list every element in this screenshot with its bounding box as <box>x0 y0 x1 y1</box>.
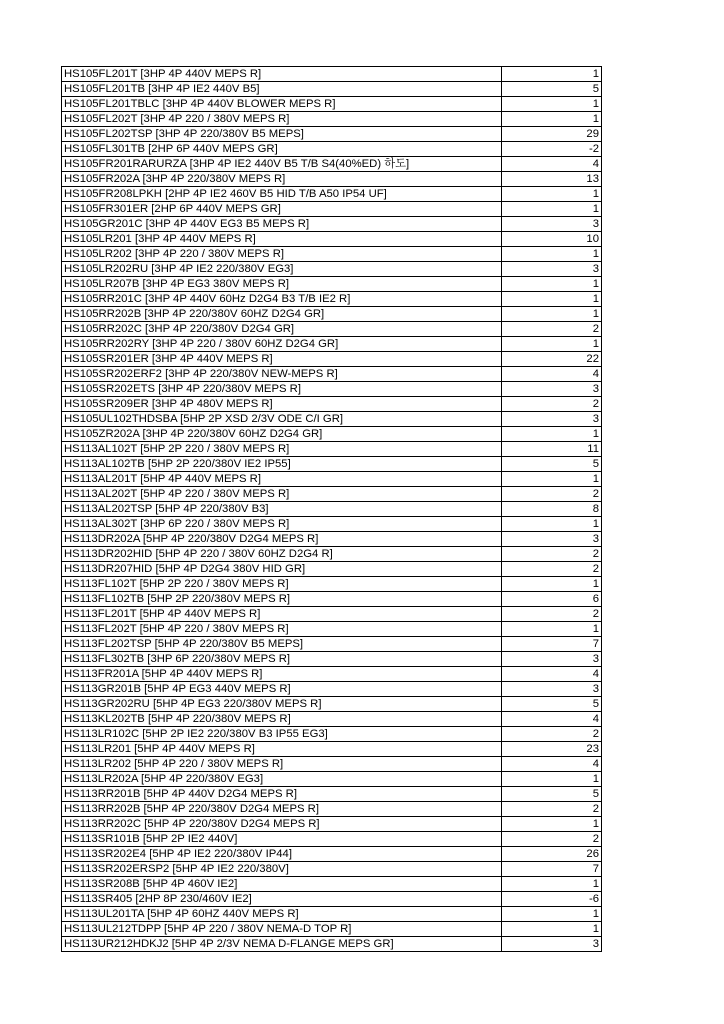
table-row <box>62 142 602 157</box>
quantity-cell: 1 <box>502 877 602 892</box>
product-description-cell: HS113SR202ERSP2 [5HP 4P IE2 220/380V] <box>62 862 502 877</box>
product-description-cell: HS113FL202T [5HP 4P 220 / 380V MEPS R] <box>62 622 502 637</box>
table-row <box>62 127 602 142</box>
quantity-cell: 3 <box>502 382 602 397</box>
quantity-cell: 1 <box>502 577 602 592</box>
table-row <box>62 772 602 787</box>
product-description-cell: HS105RR201C [3HP 4P 440V 60Hz D2G4 B3 T/B IE2 R] <box>62 292 502 307</box>
quantity-cell: 10 <box>502 232 602 247</box>
table-row <box>62 487 602 502</box>
table-row <box>62 742 602 757</box>
quantity-cell: 5 <box>502 697 602 712</box>
quantity-cell: 23 <box>502 742 602 757</box>
product-description-cell: HS113RR201B [5HP 4P 440V D2G4 MEPS R] <box>62 787 502 802</box>
product-description-cell: HS113DR202HID [5HP 4P 220 / 380V 60HZ D2G4 R] <box>62 547 502 562</box>
quantity-cell: 4 <box>502 367 602 382</box>
product-description-cell: HS113AL201T [5HP 4P 440V MEPS R] <box>62 472 502 487</box>
table-row <box>62 712 602 727</box>
product-description-cell: HS105FR208LPKH [2HP 4P IE2 460V B5 HID T/B A50 IP54 UF] <box>62 187 502 202</box>
product-description-cell: HS105FR301ER [2HP 6P 440V MEPS GR] <box>62 202 502 217</box>
quantity-cell: 1 <box>502 307 602 322</box>
table-row <box>62 172 602 187</box>
quantity-cell: 2 <box>502 487 602 502</box>
product-description-cell: HS113AL202TSP [5HP 4P 220/380V B3] <box>62 502 502 517</box>
product-description-cell: HS105FL201TB [3HP 4P IE2 440V B5] <box>62 82 502 97</box>
product-description-cell: HS113LR201 [5HP 4P 440V MEPS R] <box>62 742 502 757</box>
quantity-cell: 29 <box>502 127 602 142</box>
table-row <box>62 697 602 712</box>
product-description-cell: HS113AL102TB [5HP 2P 220/380V IE2 IP55] <box>62 457 502 472</box>
quantity-cell: 4 <box>502 667 602 682</box>
product-description-cell: HS105UL102THDSBA [5HP 2P XSD 2/3V ODE C/I GR] <box>62 412 502 427</box>
product-description-cell: HS105SR209ER [3HP 4P 480V MEPS R] <box>62 397 502 412</box>
product-description-cell: HS113FL302TB [3HP 6P 220/380V MEPS R] <box>62 652 502 667</box>
product-description-cell: HS113AL202T [5HP 4P 220 / 380V MEPS R] <box>62 487 502 502</box>
quantity-cell: 3 <box>502 412 602 427</box>
quantity-cell: 2 <box>502 832 602 847</box>
table-row <box>62 502 602 517</box>
table-row <box>62 352 602 367</box>
table-row <box>62 232 602 247</box>
product-description-cell: HS113FL102TB [5HP 2P 220/380V MEPS R] <box>62 592 502 607</box>
quantity-cell: 3 <box>502 217 602 232</box>
table-row <box>62 427 602 442</box>
quantity-cell: 2 <box>502 562 602 577</box>
quantity-cell: 1 <box>502 922 602 937</box>
quantity-cell: 4 <box>502 712 602 727</box>
table-row <box>62 547 602 562</box>
product-description-cell: HS113SR101B [5HP 2P IE2 440V] <box>62 832 502 847</box>
quantity-cell: 1 <box>502 817 602 832</box>
quantity-cell: 1 <box>502 247 602 262</box>
quantity-cell: 1 <box>502 292 602 307</box>
product-description-cell: HS113UL201TA [5HP 4P 60HZ 440V MEPS R] <box>62 907 502 922</box>
quantity-cell: 3 <box>502 532 602 547</box>
table-row <box>62 862 602 877</box>
quantity-cell: 1 <box>502 622 602 637</box>
product-description-cell: HS113SR202E4 [5HP 4P IE2 220/380V IP44] <box>62 847 502 862</box>
table-row <box>62 157 602 172</box>
product-description-cell: HS113LR202A [5HP 4P 220/380V EG3] <box>62 772 502 787</box>
quantity-cell: 5 <box>502 787 602 802</box>
table-row <box>62 292 602 307</box>
quantity-cell: 11 <box>502 442 602 457</box>
quantity-cell: 13 <box>502 172 602 187</box>
table-row <box>62 937 602 952</box>
quantity-cell: 1 <box>502 907 602 922</box>
table-row <box>62 112 602 127</box>
table-row <box>62 307 602 322</box>
table-row <box>62 187 602 202</box>
table-row <box>62 67 602 82</box>
quantity-cell: 2 <box>502 547 602 562</box>
quantity-cell: 1 <box>502 67 602 82</box>
product-description-cell: HS113UL212TDPP [5HP 4P 220 / 380V NEMA-D TOP R] <box>62 922 502 937</box>
table-row <box>62 847 602 862</box>
product-description-cell: HS105FL301TB [2HP 6P 440V MEPS GR] <box>62 142 502 157</box>
product-description-cell: HS105SR201ER [3HP 4P 440V MEPS R] <box>62 352 502 367</box>
quantity-cell: 3 <box>502 652 602 667</box>
table-row <box>62 787 602 802</box>
table-row <box>62 517 602 532</box>
table-row <box>62 367 602 382</box>
product-description-cell: HS105FL201TBLC [3HP 4P 440V BLOWER MEPS R] <box>62 97 502 112</box>
quantity-cell: 6 <box>502 592 602 607</box>
product-description-cell: HS113GR201B [5HP 4P EG3 440V MEPS R] <box>62 682 502 697</box>
table-row <box>62 382 602 397</box>
table-row <box>62 757 602 772</box>
quantity-cell: 1 <box>502 97 602 112</box>
quantity-cell: 7 <box>502 862 602 877</box>
product-description-cell: HS105FL202T [3HP 4P 220 / 380V MEPS R] <box>62 112 502 127</box>
quantity-cell: 1 <box>502 277 602 292</box>
product-description-cell: HS105FL202TSP [3HP 4P 220/380V B5 MEPS] <box>62 127 502 142</box>
quantity-cell: 5 <box>502 457 602 472</box>
product-description-cell: HS113RR202B [5HP 4P 220/380V D2G4 MEPS R] <box>62 802 502 817</box>
table-row <box>62 832 602 847</box>
table-row <box>62 817 602 832</box>
quantity-cell: 3 <box>502 937 602 952</box>
table-row <box>62 202 602 217</box>
table-row <box>62 412 602 427</box>
product-description-cell: HS113FR201A [5HP 4P 440V MEPS R] <box>62 667 502 682</box>
table-row <box>62 877 602 892</box>
product-description-cell: HS113AL302T [3HP 6P 220 / 380V MEPS R] <box>62 517 502 532</box>
quantity-cell: 1 <box>502 112 602 127</box>
product-description-cell: HS113LR102C [5HP 2P IE2 220/380V B3 IP55 EG3] <box>62 727 502 742</box>
table-row <box>62 532 602 547</box>
product-description-cell: HS105RR202C [3HP 4P 220/380V D2G4 GR] <box>62 322 502 337</box>
table-row <box>62 727 602 742</box>
product-description-cell: HS105RR202B [3HP 4P 220/380V 60HZ D2G4 GR] <box>62 307 502 322</box>
table-row <box>62 562 602 577</box>
product-description-cell: HS113KL202TB [5HP 4P 220/380V MEPS R] <box>62 712 502 727</box>
quantity-cell: 2 <box>502 727 602 742</box>
quantity-cell: 2 <box>502 607 602 622</box>
inventory-table <box>61 66 602 952</box>
product-description-cell: HS113SR208B [5HP 4P 460V IE2] <box>62 877 502 892</box>
table-row <box>62 217 602 232</box>
table-row <box>62 667 602 682</box>
product-description-cell: HS113DR207HID [5HP 4P D2G4 380V HID GR] <box>62 562 502 577</box>
product-description-cell: HS113FL202TSP [5HP 4P 220/380V B5 MEPS] <box>62 637 502 652</box>
quantity-cell: 1 <box>502 337 602 352</box>
product-description-cell: HS113FL201T [5HP 4P 440V MEPS R] <box>62 607 502 622</box>
quantity-cell: -2 <box>502 142 602 157</box>
quantity-cell: 2 <box>502 802 602 817</box>
product-description-cell: HS105FR201RARURZA [3HP 4P IE2 440V B5 T/B S4(40%ED) 하도] <box>62 157 502 172</box>
product-description-cell: HS105RR202RY [3HP 4P 220 / 380V 60HZ D2G4 GR] <box>62 337 502 352</box>
table-row <box>62 577 602 592</box>
quantity-cell: 2 <box>502 397 602 412</box>
table-row <box>62 607 602 622</box>
product-description-cell: HS105GR201C [3HP 4P 440V EG3 B5 MEPS R] <box>62 217 502 232</box>
product-description-cell: HS105ZR202A [3HP 4P 220/380V 60HZ D2G4 GR] <box>62 427 502 442</box>
inventory-table-body <box>62 67 602 952</box>
table-row <box>62 892 602 907</box>
product-description-cell: HS105FR202A [3HP 4P 220/380V MEPS R] <box>62 172 502 187</box>
product-description-cell: HS105SR202ETS [3HP 4P 220/380V MEPS R] <box>62 382 502 397</box>
table-row <box>62 442 602 457</box>
product-description-cell: HS113SR405 [2HP 8P 230/460V IE2] <box>62 892 502 907</box>
table-row <box>62 592 602 607</box>
quantity-cell: 1 <box>502 427 602 442</box>
table-row <box>62 637 602 652</box>
product-description-cell: HS113LR202 [5HP 4P 220 / 380V MEPS R] <box>62 757 502 772</box>
quantity-cell: 4 <box>502 157 602 172</box>
product-description-cell: HS113DR202A [5HP 4P 220/380V D2G4 MEPS R] <box>62 532 502 547</box>
table-row <box>62 247 602 262</box>
quantity-cell: 1 <box>502 772 602 787</box>
table-row <box>62 322 602 337</box>
quantity-cell: 5 <box>502 82 602 97</box>
quantity-cell: 22 <box>502 352 602 367</box>
table-row <box>62 907 602 922</box>
product-description-cell: HS113RR202C [5HP 4P 220/380V D2G4 MEPS R] <box>62 817 502 832</box>
table-row <box>62 622 602 637</box>
table-row <box>62 277 602 292</box>
product-description-cell: HS113GR202RU [5HP 4P EG3 220/380V MEPS R] <box>62 697 502 712</box>
table-row <box>62 802 602 817</box>
quantity-cell: 3 <box>502 262 602 277</box>
table-row <box>62 337 602 352</box>
quantity-cell: 4 <box>502 757 602 772</box>
quantity-cell: 2 <box>502 322 602 337</box>
table-row <box>62 457 602 472</box>
product-description-cell: HS113AL102T [5HP 2P 220 / 380V MEPS R] <box>62 442 502 457</box>
table-row <box>62 472 602 487</box>
product-description-cell: HS105LR201 [3HP 4P 440V MEPS R] <box>62 232 502 247</box>
quantity-cell: 8 <box>502 502 602 517</box>
quantity-cell: 7 <box>502 637 602 652</box>
product-description-cell: HS113FL102T [5HP 2P 220 / 380V MEPS R] <box>62 577 502 592</box>
table-row <box>62 97 602 112</box>
table-row <box>62 397 602 412</box>
quantity-cell: 26 <box>502 847 602 862</box>
product-description-cell: HS105LR202 [3HP 4P 220 / 380V MEPS R] <box>62 247 502 262</box>
quantity-cell: 1 <box>502 517 602 532</box>
table-row <box>62 652 602 667</box>
product-description-cell: HS105LR207B [3HP 4P EG3 380V MEPS R] <box>62 277 502 292</box>
product-description-cell: HS105SR202ERF2 [3HP 4P 220/380V NEW-MEPS R] <box>62 367 502 382</box>
quantity-cell: -6 <box>502 892 602 907</box>
product-description-cell: HS105LR202RU [3HP 4P IE2 220/380V EG3] <box>62 262 502 277</box>
quantity-cell: 3 <box>502 682 602 697</box>
quantity-cell: 1 <box>502 187 602 202</box>
table-row <box>62 922 602 937</box>
product-description-cell: HS105FL201T [3HP 4P 440V MEPS R] <box>62 67 502 82</box>
quantity-cell: 1 <box>502 202 602 217</box>
product-description-cell: HS113UR212HDKJ2 [5HP 4P 2/3V NEMA D-FLANGE MEPS GR] <box>62 937 502 952</box>
quantity-cell: 1 <box>502 472 602 487</box>
table-row <box>62 262 602 277</box>
table-row <box>62 82 602 97</box>
table-row <box>62 682 602 697</box>
